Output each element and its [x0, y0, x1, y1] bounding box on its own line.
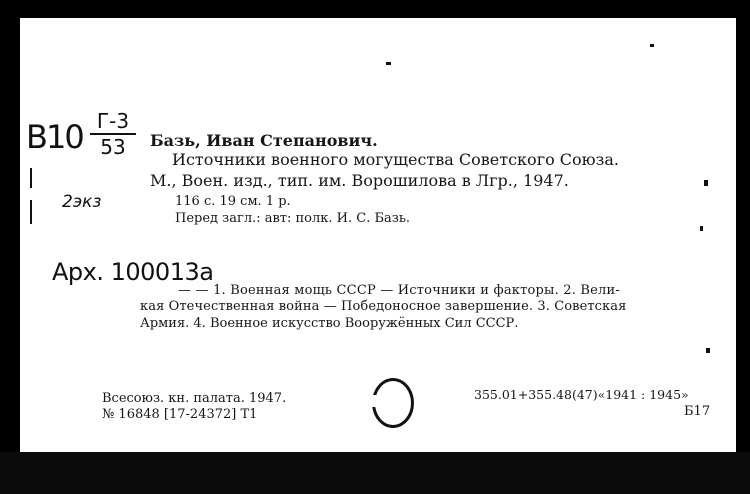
- collation-line: 116 с. 19 см. 1 р.: [175, 194, 291, 209]
- cutter-number: Б17: [684, 404, 711, 419]
- scan-speck: [650, 44, 654, 47]
- classification-index: 355.01+355.48(47)«1941 : 1945»: [474, 387, 689, 402]
- publisher-line-2: № 16848 [17-24372] Т1: [102, 407, 258, 422]
- circle-stamp-mark: [372, 378, 414, 428]
- scan-speck: [700, 226, 703, 231]
- author-heading: Базь, Иван Степанович.: [150, 131, 378, 150]
- scan-border-left: [0, 0, 20, 494]
- subjects-line-3: Армия. 4. Военное искусство Вооружённых Сил СССР.: [140, 316, 519, 331]
- scan-speck: [704, 180, 708, 186]
- shelf-mark: [26, 109, 130, 159]
- note-line: Перед загл.: авт: полк. И. С. Базь.: [175, 211, 411, 226]
- shelf-mark-fraction: [90, 110, 136, 158]
- handwritten-copies-note: 2экз: [62, 192, 102, 212]
- shelf-mark-numerator: Г-3: [96, 109, 130, 133]
- scan-border-bottom: [0, 452, 750, 494]
- shelf-mark-main: В10: [26, 118, 83, 156]
- subjects-line-2: кая Отечественная война — Победоносное завершение. 3. Советская: [140, 299, 627, 314]
- scan-speck: [30, 200, 32, 224]
- scan-speck: [386, 62, 391, 65]
- scan-speck: [706, 348, 710, 353]
- shelf-mark-denominator: 53: [100, 135, 126, 159]
- imprint-line: М., Воен. изд., тип. им. Ворошилова в Лгр., 1947.: [150, 171, 569, 190]
- publisher-line-1: Всесоюз. кн. палата. 1947.: [102, 391, 287, 406]
- subjects-line-1: — — 1. Военная мощь СССР — Источники и факторы. 2. Вели-: [178, 283, 620, 298]
- scan-border-right: [736, 0, 750, 494]
- archive-number: Арх. 100013а: [52, 258, 214, 286]
- title-line: Источники военного могущества Советского Союза.: [172, 150, 619, 169]
- scan-speck: [30, 168, 32, 188]
- scan-border-top: [0, 0, 750, 20]
